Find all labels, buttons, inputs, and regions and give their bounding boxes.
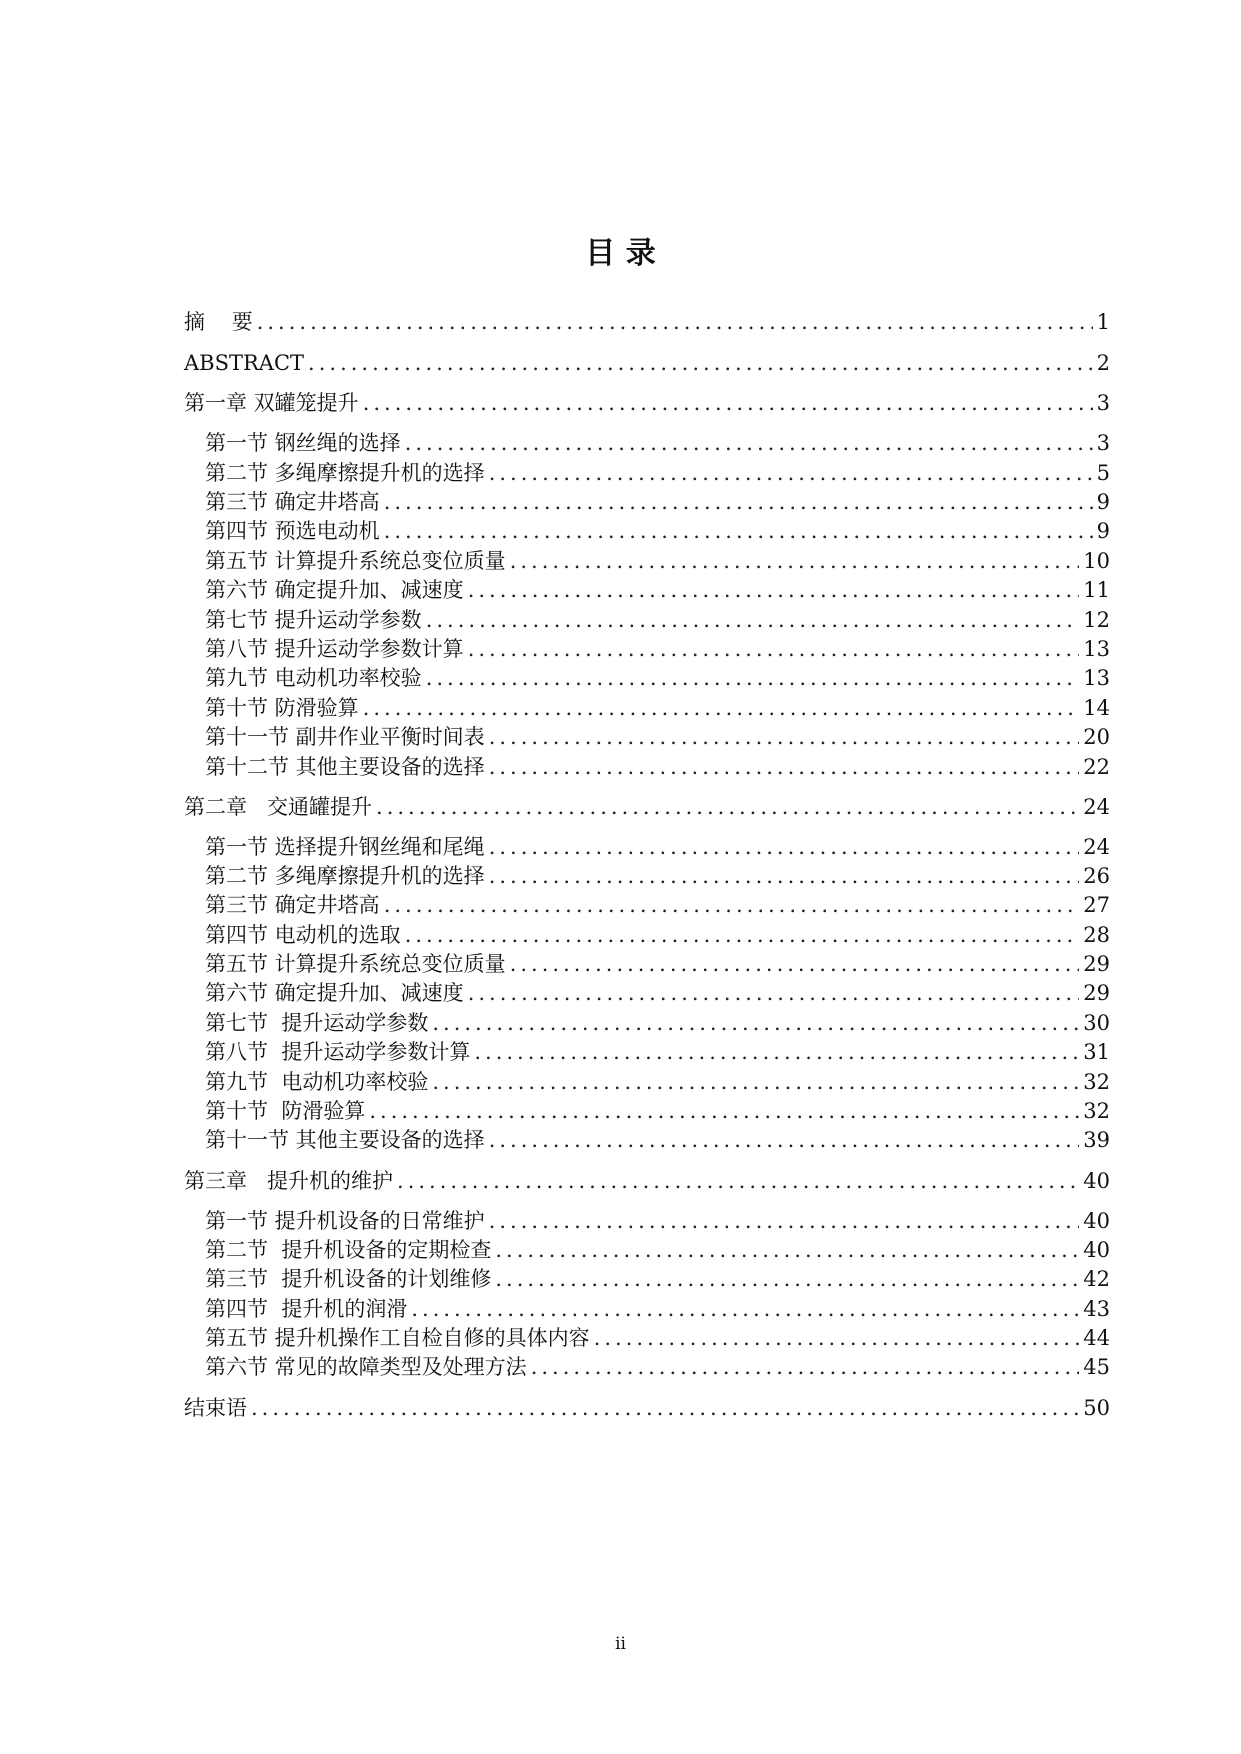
dot-leader (474, 1038, 1079, 1066)
toc-entry-label: 摘 要 (184, 310, 253, 334)
dot-leader (384, 891, 1080, 919)
dot-leader (531, 1353, 1080, 1381)
dot-leader (495, 1236, 1079, 1264)
toc-entry-label: 第二节 多绳摩擦提升机的选择 (205, 864, 485, 888)
toc-section-entry[interactable] (184, 833, 1110, 861)
dot-leader (432, 1068, 1079, 1096)
toc-section-entry[interactable] (184, 1236, 1110, 1264)
toc-entry-page-number: 28 (1083, 923, 1110, 947)
toc-entry-page-number: 39 (1083, 1128, 1110, 1152)
dot-leader (489, 459, 1093, 487)
toc-section-entry[interactable] (184, 891, 1110, 919)
dot-leader (257, 308, 1093, 336)
toc-entry-label: 第一节 提升机设备的日常维护 (205, 1209, 485, 1233)
toc-entry-label: 第五节 计算提升系统总变位质量 (205, 549, 506, 573)
dot-leader (411, 1295, 1079, 1323)
toc-entry-page-number: 13 (1083, 666, 1110, 690)
toc-entry-page-number: 30 (1083, 1011, 1110, 1035)
toc-chapter-entry[interactable] (184, 308, 1110, 336)
dot-leader (468, 635, 1080, 663)
toc-entry-label: 第十节 防滑验算 (205, 1099, 366, 1123)
toc-section-entry[interactable] (184, 1068, 1110, 1096)
toc-section-entry[interactable] (184, 950, 1110, 978)
toc-chapter-entry[interactable] (184, 793, 1110, 821)
toc-entry-label: 第七节 提升运动学参数 (205, 1011, 429, 1035)
toc-entry-page-number: 3 (1096, 431, 1110, 455)
dot-leader (369, 1097, 1079, 1125)
toc-entry-label: 第三节 确定井塔高 (205, 893, 380, 917)
toc-entry-page-number: 50 (1083, 1396, 1110, 1420)
toc-entry-page-number: 5 (1096, 461, 1110, 485)
dot-leader (489, 1207, 1080, 1235)
toc-section-entry[interactable] (184, 753, 1110, 781)
toc-entry-label: 第六节 确定提升加、减速度 (205, 578, 464, 602)
toc-section-entry[interactable] (184, 1009, 1110, 1037)
toc-entry-label: 第九节 电动机功率校验 (205, 666, 422, 690)
toc-entry-label: 第五节 计算提升系统总变位质量 (205, 952, 506, 976)
toc-entry-page-number: 42 (1083, 1267, 1110, 1291)
dot-leader (363, 389, 1093, 417)
toc-section-entry[interactable] (184, 576, 1110, 604)
toc-entry-label: 第一节 选择提升钢丝绳和尾绳 (205, 835, 485, 859)
toc-section-entry[interactable] (184, 459, 1110, 487)
toc-entry-label: ABSTRACT (184, 351, 305, 375)
toc-chapter-entry[interactable] (184, 349, 1110, 377)
toc-section-entry[interactable] (184, 429, 1110, 457)
dot-leader (384, 517, 1093, 545)
toc-section-entry[interactable] (184, 1207, 1110, 1235)
toc-chapter-entry[interactable] (184, 1394, 1110, 1422)
toc-entry-label: 第四节 电动机的选取 (205, 923, 401, 947)
toc-entry-page-number: 40 (1083, 1238, 1110, 1262)
dot-leader (405, 921, 1080, 949)
toc-entry-label: 第八节 提升运动学参数计算 (205, 637, 464, 661)
dot-leader (510, 547, 1080, 575)
toc-entry-label: 第八节 提升运动学参数计算 (205, 1040, 471, 1064)
dot-leader (468, 979, 1080, 1007)
dot-leader (384, 488, 1093, 516)
toc-entry-label: 第十一节 其他主要设备的选择 (205, 1128, 485, 1152)
toc-section-entry[interactable] (184, 1295, 1110, 1323)
toc-entry-label: 第十一节 副井作业平衡时间表 (205, 725, 485, 749)
toc-entry-label: 第二节 提升机设备的定期检查 (205, 1238, 492, 1262)
dot-leader (489, 1126, 1080, 1154)
toc-entry-label: 第一节 钢丝绳的选择 (205, 431, 401, 455)
dot-leader (363, 694, 1080, 722)
toc-section-entry[interactable] (184, 862, 1110, 890)
toc-entry-page-number: 32 (1083, 1099, 1110, 1123)
toc-section-entry[interactable] (184, 1126, 1110, 1154)
dot-leader (426, 606, 1080, 634)
toc-section-entry[interactable] (184, 1353, 1110, 1381)
toc-entry-page-number: 22 (1083, 755, 1110, 779)
toc-section-entry[interactable] (184, 606, 1110, 634)
dot-leader (489, 723, 1080, 751)
toc-entry-label: 第六节 常见的故障类型及处理方法 (205, 1355, 527, 1379)
toc-entry-page-number: 44 (1083, 1326, 1110, 1350)
toc-entry-label: 第三节 提升机设备的计划维修 (205, 1267, 492, 1291)
toc-entry-label: 第十二节 其他主要设备的选择 (205, 755, 485, 779)
toc-section-entry[interactable] (184, 517, 1110, 545)
dot-leader (376, 793, 1079, 821)
dot-leader (468, 576, 1080, 604)
dot-leader (251, 1394, 1079, 1422)
toc-entry-page-number: 24 (1083, 795, 1110, 819)
dot-leader (594, 1324, 1080, 1352)
toc-section-entry[interactable] (184, 723, 1110, 751)
toc-entry-page-number: 29 (1083, 981, 1110, 1005)
toc-section-entry[interactable] (184, 979, 1110, 1007)
toc-entry-page-number: 12 (1083, 608, 1110, 632)
toc-entry-page-number: 3 (1096, 391, 1110, 415)
toc-entry-page-number: 26 (1083, 864, 1110, 888)
dot-leader (397, 1167, 1079, 1195)
toc-entry-label: 第五节 提升机操作工自检自修的具体内容 (205, 1326, 590, 1350)
toc-entry-page-number: 1 (1096, 310, 1110, 334)
toc-section-entry[interactable] (184, 635, 1110, 663)
toc-entry-label: 第四节 提升机的润滑 (205, 1297, 408, 1321)
toc-section-entry[interactable] (184, 1265, 1110, 1293)
toc-chapter-entry[interactable] (184, 1167, 1110, 1195)
toc-entry-label: 第四节 预选电动机 (205, 519, 380, 543)
toc-entry-page-number: 29 (1083, 952, 1110, 976)
toc-entry-page-number: 24 (1083, 835, 1110, 859)
toc-entry-page-number: 11 (1083, 578, 1110, 602)
toc-entry-page-number: 45 (1083, 1355, 1110, 1379)
toc-entry-label: 第六节 确定提升加、减速度 (205, 981, 464, 1005)
dot-leader (510, 950, 1080, 978)
toc-section-entry[interactable] (184, 694, 1110, 722)
toc-entry-page-number: 2 (1096, 351, 1110, 375)
toc-entry-page-number: 9 (1096, 490, 1110, 514)
toc-entry-page-number: 13 (1083, 637, 1110, 661)
toc-entry-page-number: 43 (1083, 1297, 1110, 1321)
toc-entry-page-number: 31 (1083, 1040, 1110, 1064)
toc-section-entry[interactable] (184, 488, 1110, 516)
dot-leader (308, 349, 1093, 377)
toc-entry-label: 第二节 多绳摩擦提升机的选择 (205, 461, 485, 485)
dot-leader (489, 862, 1080, 890)
toc-entry-page-number: 40 (1083, 1209, 1110, 1233)
toc-entry-label: 结束语 (184, 1396, 247, 1420)
dot-leader (489, 833, 1080, 861)
toc-entry-label: 第三章 提升机的维护 (184, 1169, 394, 1193)
toc-section-entry[interactable] (184, 921, 1110, 949)
toc-entry-page-number: 14 (1083, 696, 1110, 720)
toc-entry-label: 第七节 提升运动学参数 (205, 608, 422, 632)
dot-leader (495, 1265, 1079, 1293)
dot-leader (405, 429, 1093, 457)
dot-leader (432, 1009, 1079, 1037)
toc-entry-page-number: 40 (1083, 1169, 1110, 1193)
dot-leader (426, 664, 1080, 692)
toc-section-entry[interactable] (184, 547, 1110, 575)
toc-entry-page-number: 27 (1083, 893, 1110, 917)
toc-entry-page-number: 9 (1096, 519, 1110, 543)
toc-entry-label: 第一章 双罐笼提升 (184, 391, 359, 415)
page-number-footer: ii (615, 1634, 626, 1654)
toc-entry-page-number: 32 (1083, 1070, 1110, 1094)
toc-chapter-entry[interactable] (184, 389, 1110, 417)
toc-entry-label: 第十节 防滑验算 (205, 696, 359, 720)
toc-entry-label: 第九节 电动机功率校验 (205, 1070, 429, 1094)
toc-entry-page-number: 20 (1083, 725, 1110, 749)
toc-section-entry[interactable] (184, 1324, 1110, 1352)
toc-entry-label: 第三节 确定井塔高 (205, 490, 380, 514)
dot-leader (489, 753, 1080, 781)
toc-section-entry[interactable] (184, 1038, 1110, 1066)
toc-section-entry[interactable] (184, 664, 1110, 692)
toc-entry-label: 第二章 交通罐提升 (184, 795, 373, 819)
toc-title: 目 录 (585, 236, 656, 271)
toc-section-entry[interactable] (184, 1097, 1110, 1125)
toc-entry-page-number: 10 (1083, 549, 1110, 573)
